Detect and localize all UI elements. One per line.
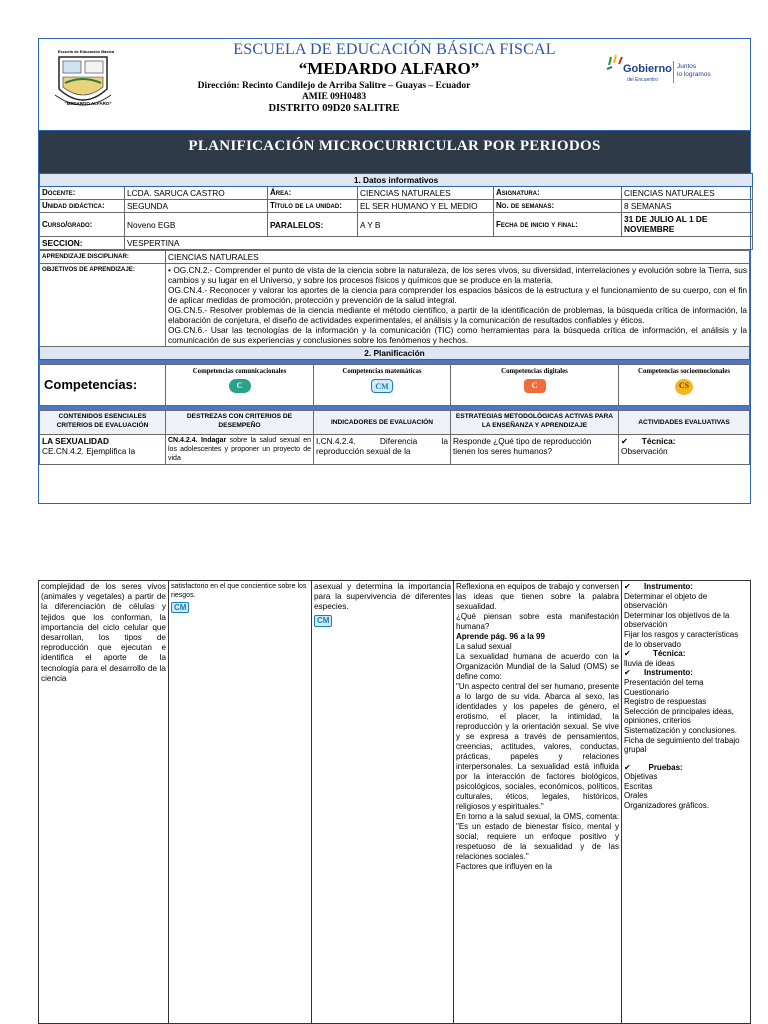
page-title: PLANIFICACIÓN MICROCURRICULAR POR PERIODOS [39,131,750,173]
school-type: ESCUELA DE EDUCACIÓN BÁSICA FISCAL [233,41,556,58]
government-slogan [677,63,711,79]
paralelos-label: PARALELOS: [268,213,358,237]
aprendizaje-value: CIENCIAS NATURALES [166,251,750,264]
section-datos-informativos: 1. Datos informativos [40,174,753,187]
asignatura-label: Asignatura: [494,187,622,200]
estrategia-p: La sexualidad humana de acuerdo con la Organización Mundial de la Salud (OMS) se define como: [456,652,619,681]
contenido-title: LA SEXUALIDAD [42,436,109,446]
info-table [39,173,753,250]
contenido-text: CE.CN.4.2. Ejemplifica la [42,446,136,456]
comp-label: Competencias matemáticas [342,368,422,375]
col-destrezas: DESTREZAS CON CRITERIOS DE DESEMPEÑO [166,411,314,435]
tecnica-value: Observación [621,446,668,456]
activity-item: Objetivas [624,772,658,782]
slogan-line1: Juntos [677,63,697,70]
docente-label: Docente: [40,187,125,200]
page-1 [38,38,751,504]
estrategia-p: Factores que influyen en la [456,862,553,871]
estrategia-p: "Un aspecto central del ser humano, presente a lo largo de su vida. Abarca al sexo, las identidades y los papeles de género, el erotismo, el placer, la intimidad, la reproducción y la orientación sexual. Se vive y se expresa a través de pensamientos, creencias, actitudes, valores, conductas, prácticas, papeles y relaciones interpersonales. La sexualidad está influida por la interacción de factores biológicos, psicológicos, sociales, económicos, políticos, culturales, éticos, legales, históricos, religiosos y espirituales." [456,682,619,811]
col-estrategias: ESTRATEGIAS METODOLÓGICAS ACTIVAS PARA LA ENSEÑANZA Y APRENDIZAJE [451,411,619,435]
competencias-digitales [451,365,619,406]
destreza-text: sobre la salud sexual en los adolescentes y proponer un proyecto de vida [168,437,312,462]
comp-label: Competencias comunicacionales [192,368,287,375]
docente-value: LCDA. SARUCA CASTRO [125,187,268,200]
seccion-label: SECCION: [40,237,125,250]
asignatura-value: CIENCIAS NATURALES [622,187,753,200]
semanas-label: No. de semanas: [494,200,622,213]
section-planificacion: 2. Planificación [40,347,750,360]
check-icon: ✔ [624,582,631,591]
area-label: Área: [268,187,358,200]
unidad-value: SEGUNDA [125,200,268,213]
destreza-code: CN.4.2.4. Indagar [168,437,227,444]
col-contenidos: CONTENIDOS ESENCIALES CRITERIOS DE EVALUACIÓN [40,411,166,435]
comp-label: Competencias digitales [501,368,568,375]
competencias-table [39,364,750,406]
p2-destreza [169,581,312,1024]
activity-item: Fijar los rasgos y características de lo observado [624,629,739,649]
objetivos-label: OBJETIVOS DE APRENDIZAJE: [40,264,166,347]
activity-item: Determinar los objetivos de la observación [624,610,730,630]
school-address [159,81,509,114]
objetivo-item: OG.CN.6.- Usar las tecnologías de la información y la comunicación (TIC) como herramientas para la búsqueda crítica de información, el análisis y la comunicación de sus experiencias y conclusiones sobre los fenómenos y hechos. [168,325,747,345]
document-header [39,39,750,131]
competencias-comunicacionales [166,365,314,406]
check-icon: ✔ [624,762,631,772]
p2-actividades [622,581,751,1024]
row1-estrategia: Responde ¿Qué tipo de reproducción tienen los seres humanos? [451,435,619,465]
titulo-unidad-label: Título de la unidad: [268,200,358,213]
col-actividades: ACTIVIDADES EVALUATIVAS [619,411,750,435]
activity-item: Cuestionario [624,687,669,697]
estrategia-p: La salud sexual [456,642,512,651]
objetivo-item: • OG.CN.2.- Comprender el punto de vista de la ciencia sobre la naturaleza, de los seres vivos, su diversidad, interrelaciones y evolución sobre la Tierra, sus cambios y su lugar en el Universo, y sobre los procesos físicos y químicos que se produce en la materia. [168,265,747,285]
check-icon: ✔ [624,668,631,678]
tecnica-label: Técnica: [641,436,676,446]
col-indicadores: INDICADORES DE EVALUACIÓN [314,411,451,435]
area-value: CIENCIAS NATURALES [358,187,494,200]
plan-table-continued [38,580,751,1024]
aprendizaje-label: APRENDIZAJE DISCIPLINAR: [40,251,166,264]
activity-item: Presentación del tema [624,677,704,687]
estrategia-p: En torno a la salud sexual, la OMS, comenta: "Es un estado de bienestar físico, mental y social, requiere un enfoque positivo y respetuoso de la sexualidad y de las relaciones sociales." [456,812,619,861]
paralelos-value: A Y B [358,213,494,237]
objectives-table [39,250,750,360]
row1-actividad [619,435,750,465]
comunicacional-icon: C [229,379,251,393]
matematica-icon: CM [171,602,189,613]
activity-item: Escritas [624,781,653,791]
check-icon: ✔ [621,436,628,446]
competencias-matematicas [314,365,451,406]
p2-estrategia [454,581,622,1024]
curso-value: Noveno EGB [125,213,268,237]
slogan-line2: lo logramos [677,71,711,78]
unidad-label: Unidad didáctica: [40,200,125,213]
activity-item: Determinar el objeto de observación [624,591,708,611]
objetivos-list [166,264,750,347]
titulo-unidad-value: EL SER HUMANO Y EL MEDIO [358,200,494,213]
check-icon: ✔ [624,649,631,659]
destreza-cont: satisfactorio en el que concientice sobre los riesgos. [171,583,307,599]
activity-item: Sistematización y conclusiones. [624,725,737,735]
activity-item: Registro de respuestas [624,697,707,707]
estrategia-p: Aprende pág. 96 a la 99 [456,632,545,641]
p2-indicador [312,581,454,1024]
row1-contenido [40,435,166,465]
instrumento-label: Instrumento: [644,582,693,591]
activity-item: lluvia de ideas [624,658,675,668]
objetivo-item: OG.CN.4.- Reconocer y valorar los aportes de la ciencia para comprender los espacios básicos de la estructura y el funcionamiento de su cuerpo, con el fin de aplicar medidas de promoción, protección y prevención de la salud integral. [168,285,747,305]
activity-item: Selección de principales ideas, opiniones, criterios [624,706,734,726]
activity-item: Ficha de seguimiento del trabajo grupal [624,735,740,755]
fecha-value: 31 DE JULIO AL 1 DE NOVIEMBRE [622,213,753,237]
plan-table [39,410,750,465]
matematica-icon: CM [371,379,393,393]
pruebas-label: Pruebas: [648,762,683,772]
address-line: Dirección: Recinto Candilejo de Arriba Salitre – Guayas – Ecuador [197,81,471,91]
p2-contenido: complejidad de los seres vivos (animales y vegetales) a partir de la diferenciación de células y tejidos que los conforman, la importancia del ciclo celular que desarrollan, los tipos de reproducción que ejecutan e identifica el aporte de la tecnología para el desarrollo de la ciencia [39,581,169,1024]
digital-icon: C [524,379,546,393]
school-logo-text-bottom: “MEDARDO ALFARO” [64,101,112,106]
estrategia-p: Reflexiona en equipos de trabajo y conversen las ideas que tienen sobre la palabra sexualidad. [456,582,619,611]
estrategia-p: ¿Qué piensan sobre esta manifestación humana? [456,612,619,631]
fecha-label: Fecha de inicio y final: [494,213,622,237]
activity-item: Organizadores gráficos. [624,801,709,811]
semanas-value: 8 SEMANAS [622,200,753,213]
indicador-cont: asexual y determina la importancia para la supervivencia de diferentes especies. [314,582,451,612]
page-2 [38,580,751,1024]
row1-destreza [166,435,314,465]
school-name: “MEDARDO ALFARO” [298,59,480,78]
comp-label: Competencias socioemocionales [638,368,730,375]
objetivo-item: OG.CN.5.- Resolver problemas de la ciencia mediante el método científico, a partir de la identificación de problemas, la búsqueda crítica de información, la elaboración de conjetura, el diseño de actividades experimentales, el análisis y la comunicación de resultados confiables y éticos. [168,305,747,325]
activity-item: Orales [624,791,648,801]
competencias-title: Competencias: [40,365,166,406]
curso-label: Curso/grado: [40,213,125,237]
government-logo-word2: del Encuentro [627,77,658,83]
seccion-value: VESPERTINA [125,237,753,250]
competencias-socioemocionales [619,365,750,406]
matematica-icon: CM [314,615,332,627]
tecnica-label: Técnica: [652,649,686,659]
row1-indicador: I.CN.4.2.4. Diferencia la reproducción sexual de la [314,435,451,465]
school-logo-text-top: Escuela de Educación Básica [57,49,115,54]
socioemocional-icon: CS [675,379,693,395]
instrumento-label: Instrumento: [644,668,693,678]
government-logo-word1: Gobierno [623,63,672,75]
amie-code: AMIE 09H0483 [301,92,367,102]
government-logo [605,53,725,93]
district: DISTRITO 09D20 SALITRE [268,103,400,114]
